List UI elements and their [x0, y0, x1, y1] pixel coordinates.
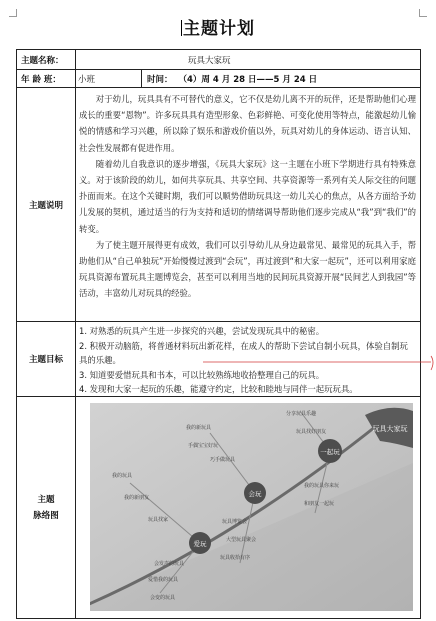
divider: [75, 88, 76, 321]
fish-head-label: 玩具大家玩: [372, 425, 408, 433]
node-label: 爱玩: [193, 540, 207, 548]
document-title: [0, 14, 436, 39]
grade-value[interactable]: 小班: [78, 74, 96, 85]
branch-label: 我的玩具你来玩: [304, 483, 340, 489]
description-paragraph: 随着幼儿自我意识的逐步增强，《玩具大家玩》这一主题在小班下学期进行具有特殊意义。对于该阶段的幼儿，如何共享玩具、共享空间、共享资源等一系列有关人际交往的问题扑面而来。在这个关键时期，我们可以顺势借助玩具这一幼儿关心的焦点，从各方面给予幼儿发展的契机，通过适当的行为支持和适切的情绪调导帮助他们逐步完成从“我”到“我们”的转变。: [79, 158, 416, 234]
time-label: 时间：: [147, 74, 173, 85]
goals-label: 主题目标: [28, 355, 63, 365]
branch-label: 我的新朋友: [124, 495, 150, 501]
text-cursor: [181, 20, 182, 36]
description-paragraph: 为了使主题开展得更有成效，我们可以引导幼儿从身边最常见、最常见的玩具入手，帮助他们从“自己单独玩”开始慢慢过渡到“会玩”，再过渡到“和大家一起玩”，还可以利用家庭玩具资源布置玩具主题博览会，甚至可以利用当地的民间玩具资源开展“民间艺人到我园”等活动，丰富幼儿对玩具的经验。: [79, 239, 416, 299]
branch-label: 玩具找好朋友: [296, 429, 327, 435]
branch-label: 会发声的玩具: [154, 561, 185, 567]
grade-label: 年 龄 班：: [21, 74, 61, 85]
branch-label: 分享玩具乐趣: [286, 411, 317, 417]
divider: [75, 397, 76, 618]
time-value[interactable]: （4）周 4 月 28 日——5 月 24 日: [178, 74, 318, 85]
theme-map-photo: [90, 403, 413, 611]
node-label: 会玩: [248, 490, 262, 498]
theme-name-label: 主题名称：: [21, 55, 64, 66]
branch-label: 玩具找家: [148, 517, 169, 523]
title-text: 主题计划: [183, 19, 255, 39]
map-label-line: 脉络图: [33, 510, 59, 521]
map-row: [17, 397, 420, 618]
description-text[interactable]: [79, 88, 416, 321]
branch-label: 玩具博览会: [222, 519, 248, 525]
description-paragraph: 对于幼儿，玩具具有不可替代的意义，它不仅是幼儿离不开的玩伴，还是帮助他们心理成长的重要“恩物”。许多玩具具有造型形象、色彩鲜艳、可变化使用等特点，能激起幼儿愉悦的情感和学习兴趣，所以除了娱乐和游戏价值以外，玩具对幼儿的身体运动、语言认知、社会性发展都有促进作用。: [79, 94, 416, 153]
description-row: [17, 88, 420, 322]
theme-name-value[interactable]: 玩具大家玩: [188, 55, 231, 66]
plan-table: [16, 49, 421, 619]
goal-item: 4. 发现和大家一起玩的乐趣，能遵守约定，比较和睦地与同伴一起玩玩具。: [79, 384, 358, 394]
map-label: [17, 397, 75, 618]
branch-label: 我的玩具: [112, 473, 133, 479]
branch-label: 巧手做玩具: [210, 457, 236, 463]
branch-label: 手偶宝宝好玩: [188, 443, 219, 449]
fishbone-diagram: [90, 403, 413, 611]
divider: [75, 70, 76, 87]
branch-label: 大型玩具聚会: [226, 537, 257, 543]
branch-label: 爱惜我的玩具: [148, 577, 179, 583]
goal-item: 3. 知道要爱惜玩具和书本，可以比较熟练地收拾整理自己的玩具。: [79, 369, 325, 380]
branch-label: 会变的玩具: [150, 595, 176, 601]
revision-mark: [203, 352, 436, 380]
grade-time-row: [17, 70, 420, 88]
divider: [141, 70, 142, 87]
goal-item: 1. 对熟悉的玩具产生进一步探究的兴趣，尝试发现玩具中的秘密。: [79, 326, 325, 336]
goal-item: 2. 积极开动脑筋，将普通材料玩出新花样，在成人的帮助下尝试自制小玩具，体验自制玩具的乐趣。: [79, 340, 408, 365]
description-label: 主题说明: [28, 200, 63, 211]
branch-label: 我的新玩具: [186, 425, 212, 431]
divider: [75, 322, 76, 396]
branch-label: 和朋友一起玩: [304, 501, 335, 507]
node-label: 一起玩: [320, 448, 340, 456]
time-cell: [147, 70, 417, 87]
branch-label: 玩具收拾有序: [220, 555, 251, 561]
map-label-line: 主题: [37, 494, 55, 505]
theme-name-row: [17, 50, 420, 70]
